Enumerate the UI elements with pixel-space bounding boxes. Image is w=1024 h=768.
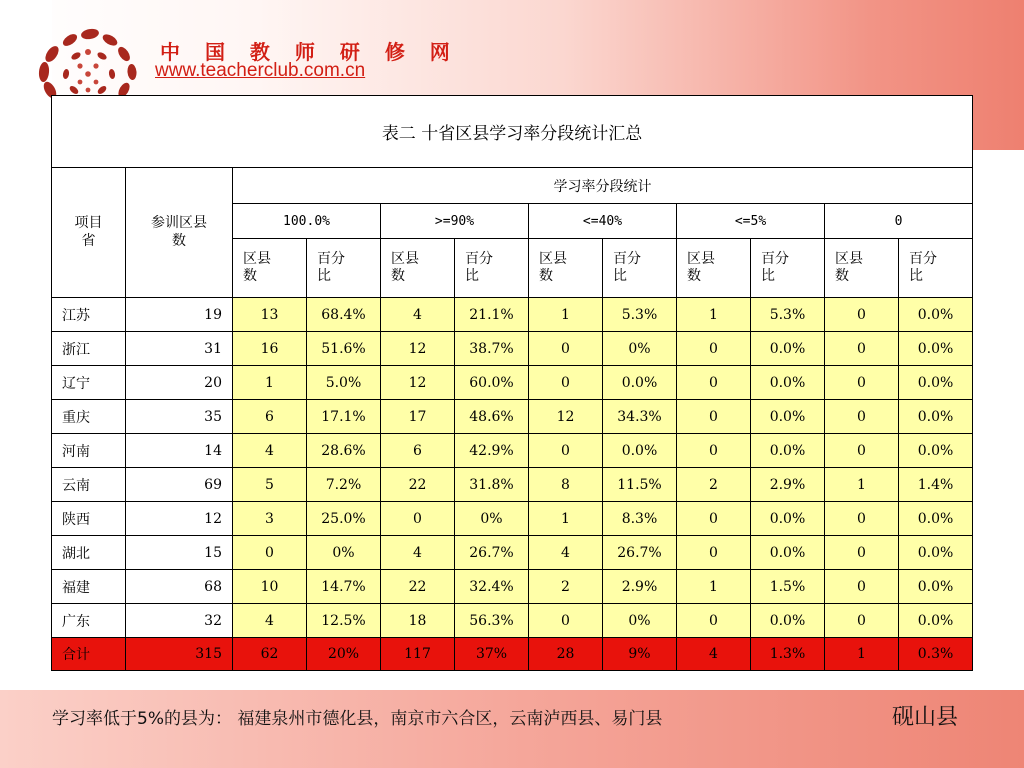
- county-count-cell: 1: [677, 298, 751, 332]
- percent-cell: 0.0%: [603, 366, 677, 400]
- percent-cell: 11.5%: [603, 468, 677, 502]
- province-cell: 陕西: [52, 502, 126, 536]
- subheader-percent: 百分 比: [307, 239, 381, 298]
- county-count-cell: 0: [677, 434, 751, 468]
- participating-count-cell: 12: [126, 502, 233, 536]
- percent-cell: 26.7%: [603, 536, 677, 570]
- table-group-header-row: [52, 168, 973, 204]
- province-cell: 广东: [52, 604, 126, 638]
- percent-cell: 2.9%: [751, 468, 825, 502]
- province-cell: 辽宁: [52, 366, 126, 400]
- county-count-cell: 12: [529, 400, 603, 434]
- county-count-cell: 8: [529, 468, 603, 502]
- county-count-cell: 28: [529, 638, 603, 671]
- county-count-cell: 4: [381, 536, 455, 570]
- participating-count-cell: 32: [126, 604, 233, 638]
- percent-cell: 0.3%: [899, 638, 973, 671]
- percent-cell: 31.8%: [455, 468, 529, 502]
- county-count-cell: 0: [677, 332, 751, 366]
- percent-cell: 34.3%: [603, 400, 677, 434]
- statistics-table: [51, 95, 973, 671]
- percent-cell: 2.9%: [603, 570, 677, 604]
- segment-le5: <=5%: [677, 204, 825, 239]
- percent-cell: 0.0%: [751, 434, 825, 468]
- footer-band: [0, 690, 1024, 768]
- county-count-cell: 5: [233, 468, 307, 502]
- percent-cell: 14.7%: [307, 570, 381, 604]
- percent-cell: 56.3%: [455, 604, 529, 638]
- county-count-cell: 0: [381, 502, 455, 536]
- percent-cell: 0.0%: [751, 604, 825, 638]
- subheader-county-count: 区县 数: [529, 239, 603, 298]
- participating-count-cell: 69: [126, 468, 233, 502]
- county-count-cell: 16: [233, 332, 307, 366]
- subheader-percent: 百分 比: [751, 239, 825, 298]
- percent-cell: 42.9%: [455, 434, 529, 468]
- county-count-cell: 12: [381, 332, 455, 366]
- county-count-cell: 0: [677, 502, 751, 536]
- percent-cell: 0.0%: [751, 536, 825, 570]
- table-title-row: [52, 96, 973, 168]
- county-count-cell: 17: [381, 400, 455, 434]
- percent-cell: 9%: [603, 638, 677, 671]
- participating-count-cell: 31: [126, 332, 233, 366]
- participating-count-cell: 15: [126, 536, 233, 570]
- percent-cell: 0.0%: [899, 366, 973, 400]
- county-count-cell: 22: [381, 570, 455, 604]
- percent-cell: 0.0%: [751, 332, 825, 366]
- segment-le40: <=40%: [529, 204, 677, 239]
- county-count-cell: 2: [529, 570, 603, 604]
- county-count-cell: 1: [529, 502, 603, 536]
- county-count-cell: 4: [233, 434, 307, 468]
- percent-cell: 68.4%: [307, 298, 381, 332]
- table-row: [52, 536, 973, 570]
- percent-cell: 0.0%: [899, 502, 973, 536]
- province-cell: 云南: [52, 468, 126, 502]
- percent-cell: 37%: [455, 638, 529, 671]
- county-count-cell: 0: [825, 366, 899, 400]
- county-count-cell: 13: [233, 298, 307, 332]
- subheader-county-count: 区县 数: [233, 239, 307, 298]
- county-count-cell: 18: [381, 604, 455, 638]
- percent-cell: 48.6%: [455, 400, 529, 434]
- county-count-cell: 0: [677, 400, 751, 434]
- percent-cell: 1.4%: [899, 468, 973, 502]
- percent-cell: 5.3%: [751, 298, 825, 332]
- percent-cell: 1.3%: [751, 638, 825, 671]
- brand-name: 中 国 教 师 研 修 网: [160, 40, 459, 64]
- percent-cell: 0.0%: [899, 604, 973, 638]
- percent-cell: 0.0%: [899, 434, 973, 468]
- county-count-cell: 4: [677, 638, 751, 671]
- table-row: [52, 434, 973, 468]
- percent-cell: 28.6%: [307, 434, 381, 468]
- province-cell: 合计: [52, 638, 126, 671]
- percent-cell: 0.0%: [751, 400, 825, 434]
- header-participating-count: 参训区县 数: [126, 168, 233, 298]
- subheader-county-count: 区县 数: [381, 239, 455, 298]
- province-cell: 江苏: [52, 298, 126, 332]
- table-total-row: [52, 638, 973, 671]
- county-count-cell: 6: [381, 434, 455, 468]
- county-count-cell: 0: [529, 332, 603, 366]
- county-count-cell: 0: [825, 570, 899, 604]
- participating-count-cell: 14: [126, 434, 233, 468]
- percent-cell: 0.0%: [899, 400, 973, 434]
- participating-count-cell: 20: [126, 366, 233, 400]
- county-count-cell: 0: [825, 604, 899, 638]
- percent-cell: 0.0%: [603, 434, 677, 468]
- percent-cell: 26.7%: [455, 536, 529, 570]
- percent-cell: 12.5%: [307, 604, 381, 638]
- county-count-cell: 117: [381, 638, 455, 671]
- subheader-county-count: 区县 数: [825, 239, 899, 298]
- table-row: [52, 570, 973, 604]
- county-count-cell: 0: [825, 400, 899, 434]
- subheader-percent: 百分 比: [603, 239, 677, 298]
- county-count-cell: 1: [233, 366, 307, 400]
- percent-cell: 38.7%: [455, 332, 529, 366]
- participating-count-cell: 35: [126, 400, 233, 434]
- county-count-cell: 4: [529, 536, 603, 570]
- percent-cell: 5.3%: [603, 298, 677, 332]
- county-count-cell: 0: [825, 434, 899, 468]
- province-cell: 重庆: [52, 400, 126, 434]
- county-count-cell: 0: [677, 366, 751, 400]
- percent-cell: 7.2%: [307, 468, 381, 502]
- county-count-cell: 1: [825, 468, 899, 502]
- county-count-cell: 3: [233, 502, 307, 536]
- county-count-cell: 0: [825, 502, 899, 536]
- table-row: [52, 468, 973, 502]
- percent-cell: 0.0%: [751, 502, 825, 536]
- county-count-cell: 22: [381, 468, 455, 502]
- percent-cell: 21.1%: [455, 298, 529, 332]
- table-row: [52, 604, 973, 638]
- segment-zero: 0: [825, 204, 973, 239]
- county-count-cell: 4: [381, 298, 455, 332]
- province-cell: 湖北: [52, 536, 126, 570]
- percent-cell: 0.0%: [899, 570, 973, 604]
- county-count-cell: 0: [529, 434, 603, 468]
- segment-100: 100.0%: [233, 204, 381, 239]
- province-cell: 河南: [52, 434, 126, 468]
- county-count-cell: 0: [677, 536, 751, 570]
- county-count-cell: 0: [233, 536, 307, 570]
- province-cell: 浙江: [52, 332, 126, 366]
- county-count-cell: 12: [381, 366, 455, 400]
- percent-cell: 20%: [307, 638, 381, 671]
- percent-cell: 5.0%: [307, 366, 381, 400]
- segment-ge90: >=90%: [381, 204, 529, 239]
- county-count-cell: 1: [677, 570, 751, 604]
- percent-cell: 32.4%: [455, 570, 529, 604]
- county-count-cell: 62: [233, 638, 307, 671]
- percent-cell: 0.0%: [899, 332, 973, 366]
- percent-cell: 8.3%: [603, 502, 677, 536]
- percent-cell: 0.0%: [899, 536, 973, 570]
- percent-cell: 0%: [455, 502, 529, 536]
- participating-count-cell: 315: [126, 638, 233, 671]
- participating-count-cell: 19: [126, 298, 233, 332]
- percent-cell: 25.0%: [307, 502, 381, 536]
- table-title: 表二 十省区县学习率分段统计汇总: [52, 96, 973, 168]
- county-count-cell: 0: [825, 536, 899, 570]
- subheader-county-count: 区县 数: [677, 239, 751, 298]
- county-count-cell: 0: [825, 298, 899, 332]
- county-count-cell: 2: [677, 468, 751, 502]
- province-cell: 福建: [52, 570, 126, 604]
- percent-cell: 0.0%: [751, 366, 825, 400]
- brand-url-link[interactable]: www.teacherclub.com.cn: [155, 60, 366, 81]
- footer-note: 学习率低于5%的县为： 福建泉州市德化县，南京市六合区，云南泸西县、易门县: [52, 709, 663, 729]
- header-learning-rate-group: 学习率分段统计: [233, 168, 973, 204]
- percent-cell: 0%: [603, 332, 677, 366]
- footer-note-last-county: 砚山县: [892, 705, 959, 730]
- percent-cell: 1.5%: [751, 570, 825, 604]
- percent-cell: 60.0%: [455, 366, 529, 400]
- county-count-cell: 6: [233, 400, 307, 434]
- header-item-province: 项目 省: [52, 168, 126, 298]
- county-count-cell: 1: [825, 638, 899, 671]
- county-count-cell: 0: [529, 366, 603, 400]
- percent-cell: 0.0%: [899, 298, 973, 332]
- county-count-cell: 10: [233, 570, 307, 604]
- county-count-cell: 0: [529, 604, 603, 638]
- table-row: [52, 298, 973, 332]
- subheader-percent: 百分 比: [455, 239, 529, 298]
- table-row: [52, 332, 973, 366]
- subheader-percent: 百分 比: [899, 239, 973, 298]
- table-row: [52, 366, 973, 400]
- percent-cell: 17.1%: [307, 400, 381, 434]
- table-row: [52, 400, 973, 434]
- percent-cell: 0%: [603, 604, 677, 638]
- table-row: [52, 502, 973, 536]
- percent-cell: 51.6%: [307, 332, 381, 366]
- county-count-cell: 0: [825, 332, 899, 366]
- county-count-cell: 4: [233, 604, 307, 638]
- county-count-cell: 0: [677, 604, 751, 638]
- participating-count-cell: 68: [126, 570, 233, 604]
- percent-cell: 0%: [307, 536, 381, 570]
- county-count-cell: 1: [529, 298, 603, 332]
